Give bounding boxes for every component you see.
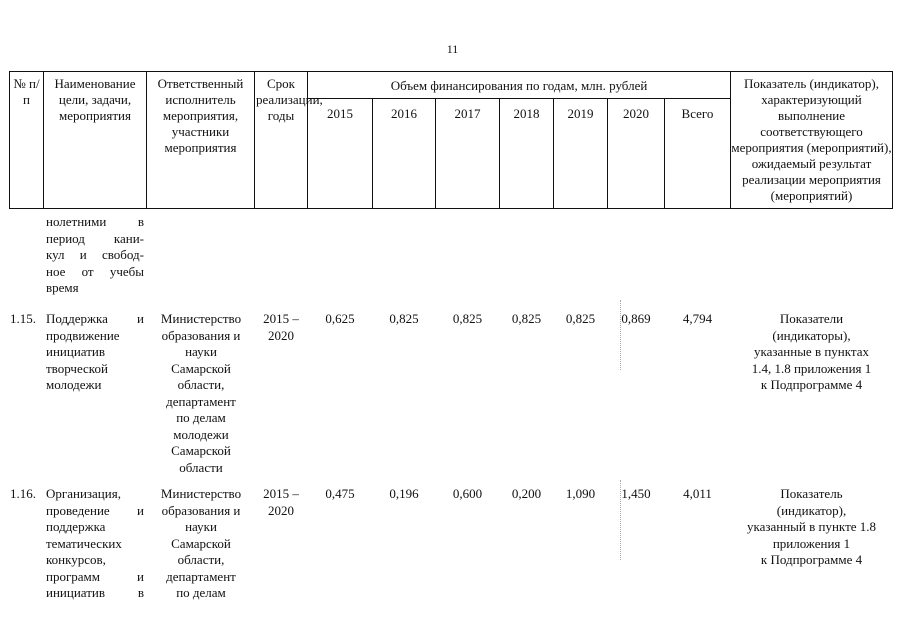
row-name-line: инициатив (46, 344, 105, 359)
row-value-2015: 0,625 (325, 311, 355, 326)
row-indicator-line: указанные в пунктах (753, 344, 870, 359)
header-year-total: Всего (681, 106, 714, 121)
row-responsible-line: Самарской (171, 443, 231, 458)
row-term (255, 311, 307, 344)
row-responsible-line: науки (185, 344, 217, 359)
row-responsible-line: по делам (176, 410, 226, 425)
row-value-2019: 0,825 (565, 311, 596, 326)
row-value-2020: 1,450 (621, 486, 651, 501)
row-responsible-line: образования и (161, 327, 241, 343)
header-year: 2019 (567, 106, 594, 121)
row-term-line: 2015 – (263, 311, 299, 326)
header-col-indicator: Показатель (индикатор), характеризующий выполнение соответствующего мероприятия (мероприятий), ожидаемый результат реализации мероприятия (мероприятий) (731, 76, 892, 203)
header-col-term: Срок реализации, годы (256, 76, 323, 123)
continuation-line: кул и свобод- (46, 247, 144, 262)
row-indicator-line: к Подпрограмме 4 (760, 377, 863, 392)
row-number: 1.15. (10, 311, 36, 326)
row-name-line: программ и (46, 568, 144, 584)
row-responsible-line: Министерство (160, 486, 242, 501)
row-responsible-line: Самарской (171, 360, 231, 376)
row-responsible-line: Самарской (171, 535, 231, 551)
row-indicator (731, 486, 892, 569)
row-responsible-line: области (179, 459, 223, 475)
row-number: 1.16. (10, 486, 36, 501)
row-responsible-line: образования и (161, 502, 241, 518)
row-name-line: конкурсов, (46, 552, 106, 567)
row-indicator-line: указанный в пункте 1.8 (746, 519, 877, 534)
row-value-2016: 0,196 (389, 486, 419, 501)
row-term-line: 2015 – (263, 486, 299, 501)
page-number: 11 (446, 42, 459, 56)
row-name-line: молодежи (46, 377, 102, 392)
row-value-2020: 0,869 (621, 311, 651, 326)
row-value-2019: 1,090 (565, 486, 596, 501)
scan-artifact (620, 480, 622, 560)
row-responsible-line: по делам (176, 585, 226, 600)
row-responsible-line: науки (185, 519, 217, 534)
header-year: 2015 (327, 106, 353, 121)
row-indicator-line: к Подпрограмме 4 (760, 552, 863, 567)
row-indicator-line: 1.4, 1.8 приложения 1 (751, 360, 872, 376)
continuation-line: ное от учебы (46, 263, 144, 279)
header-col-responsible: Ответственный исполнитель мероприятия, участники мероприятия (157, 76, 244, 155)
header-year: 2018 (513, 106, 540, 121)
continuation-name (46, 214, 144, 297)
row-responsible-line: департамент (166, 568, 236, 584)
header-year: 2020 (623, 106, 649, 121)
header-year: 2017 (454, 106, 481, 121)
row-value-2015: 0,475 (325, 486, 355, 501)
row-indicator-line: Показатели (779, 311, 844, 326)
row-name-line: тематических (46, 535, 122, 551)
row-value-2016: 0,825 (389, 311, 419, 326)
row-value-2017: 0,600 (452, 486, 483, 501)
row-value-2017: 0,825 (452, 311, 483, 326)
row-name-line: продвижение (46, 327, 120, 343)
row-responsible (148, 311, 254, 476)
header-divider (254, 71, 255, 209)
continuation-line: время (46, 280, 79, 295)
row-name-line: проведение и (46, 502, 144, 518)
header-col-no: № п/п (13, 76, 40, 107)
row-name-line: Организация, (46, 486, 121, 501)
row-responsible-line: области, (177, 552, 225, 567)
row-responsible-line: области, (177, 377, 225, 392)
row-name-line: Поддержка и (46, 311, 144, 326)
row-name (46, 486, 144, 602)
scan-artifact (620, 300, 622, 370)
row-name-line: инициатив в (46, 585, 144, 600)
row-indicator-line: Показатель (780, 486, 843, 501)
row-value-total: 4,794 (682, 311, 713, 326)
row-term-line: 2020 (268, 327, 294, 343)
row-responsible-line: Министерство (160, 311, 242, 326)
row-indicator-line: (индикаторы), (772, 327, 851, 343)
row-responsible-line: молодежи (173, 426, 229, 442)
row-value-total: 4,011 (683, 486, 712, 501)
header-col-financing: Объем финансирования по годам, млн. рублей (390, 78, 648, 93)
row-term-line: 2020 (268, 502, 294, 518)
row-responsible (148, 486, 254, 602)
row-indicator-line: (индикатор), (776, 502, 847, 518)
row-name (46, 311, 144, 394)
row-term (255, 486, 307, 519)
row-name-line: творческой (46, 360, 108, 376)
row-name-line: поддержка (46, 519, 106, 534)
row-responsible-line: департамент (166, 393, 236, 409)
continuation-line: период кани- (46, 230, 144, 246)
row-value-2018: 0,200 (511, 486, 542, 501)
row-indicator-line: приложения 1 (772, 535, 851, 551)
row-value-2018: 0,825 (511, 311, 542, 326)
continuation-line: нолетними в (46, 214, 144, 229)
row-indicator (731, 311, 892, 394)
header-year: 2016 (391, 106, 417, 121)
header-financing-divider (307, 98, 730, 99)
header-col-name: Наименование цели, задачи, мероприятия (54, 76, 136, 123)
